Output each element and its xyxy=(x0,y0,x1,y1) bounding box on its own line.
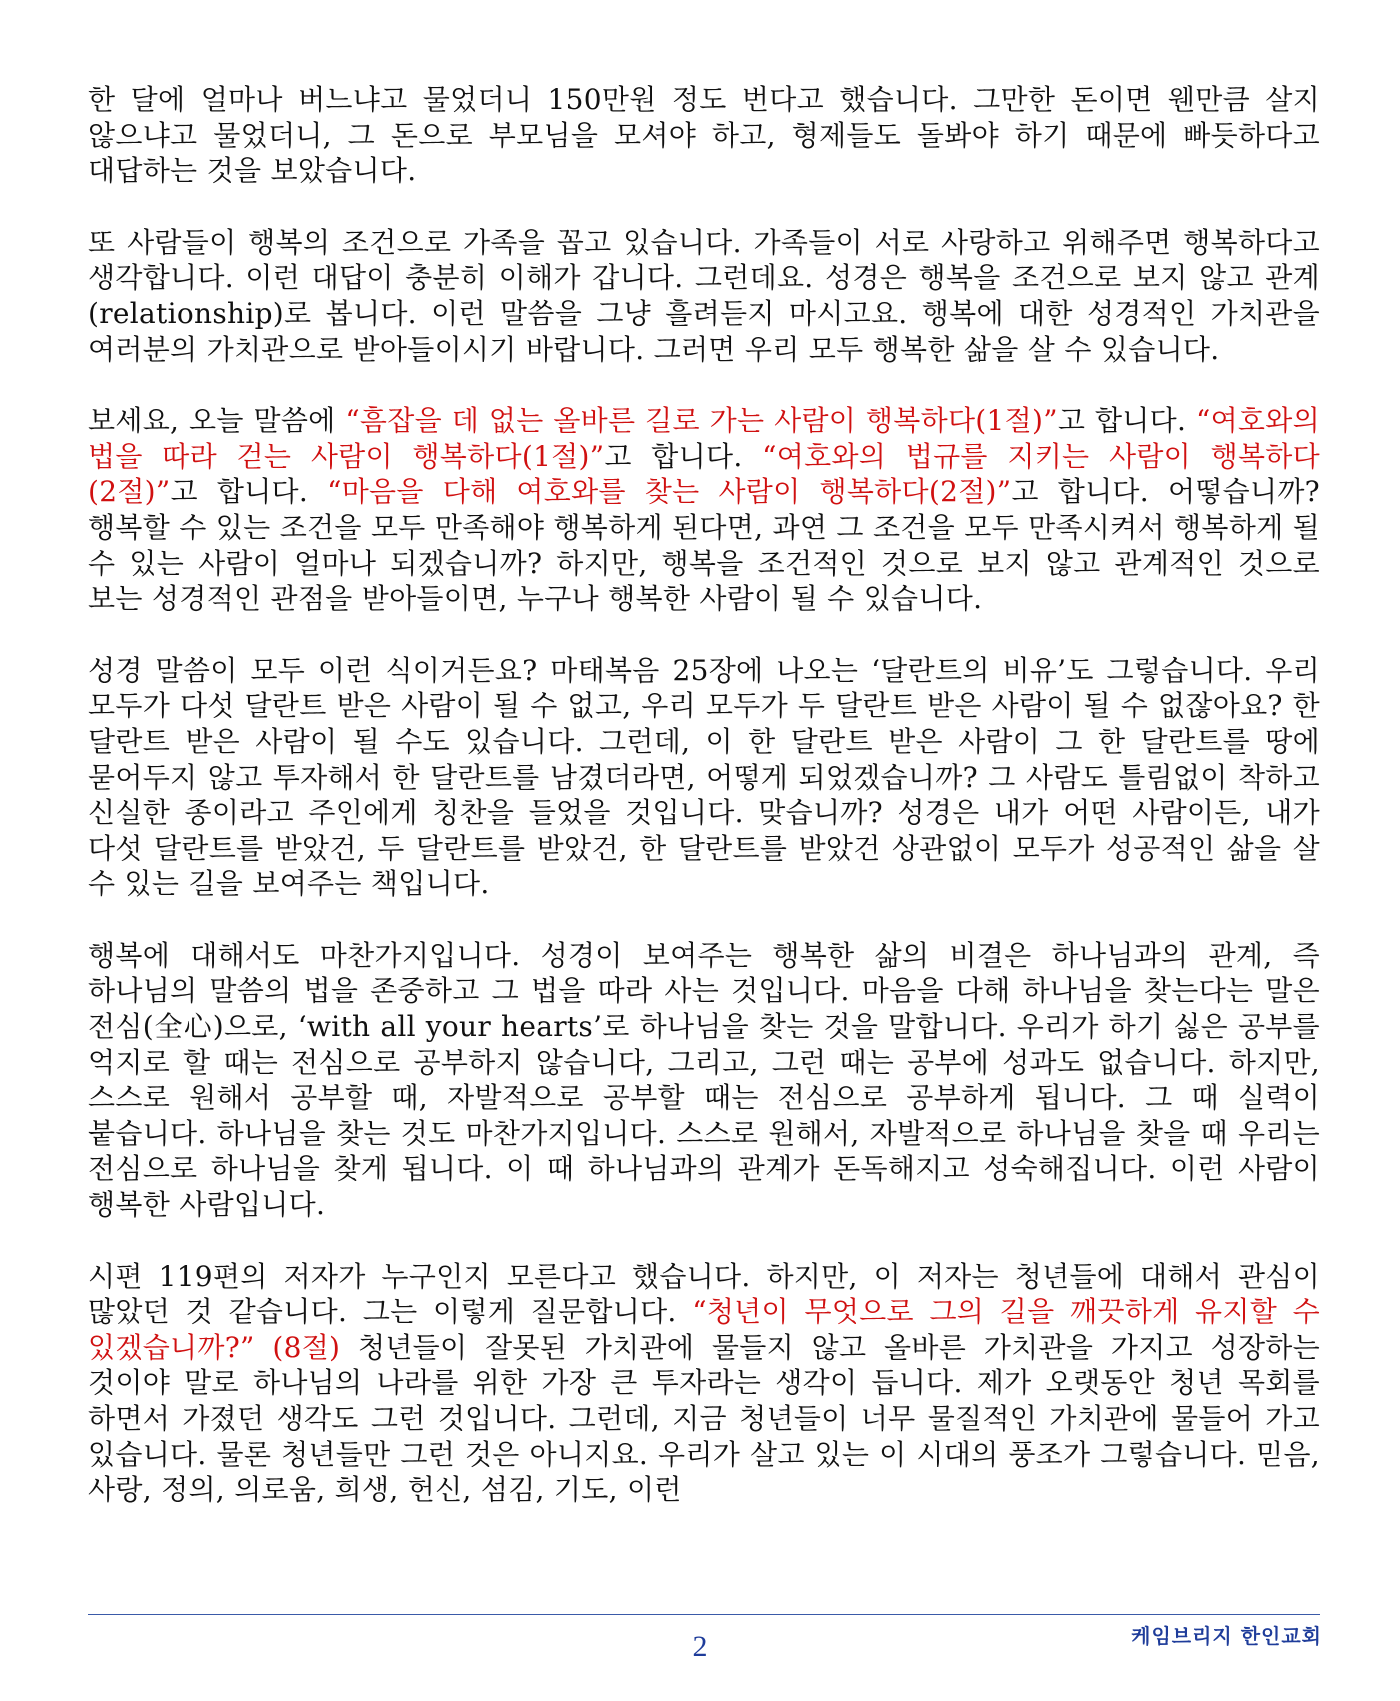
church-name: 케임브리지 한인교회 xyxy=(1131,1624,1322,1648)
text-segment: 한 달에 얼마나 버느냐고 물었더니 150만원 정도 번다고 했습니다. 그만한 돈이면 웬만큼 살지 않으냐고 물었더니, 그 돈으로 부모님을 모셔야 하고, 형제들도 돌봐야 하기 때문에 빠듯하다고 대답하는 것을 보았습니다. xyxy=(88,83,1320,188)
paragraph xyxy=(88,225,1320,367)
page-number: 2 xyxy=(692,1630,708,1663)
scripture-quote: “청년이 무엇으로 그의 길을 깨끗하게 유지할 수 있겠습니까?” (8절) xyxy=(88,1295,1320,1364)
scripture-quote: “여호와의 법규를 지키는 사람이 행복하다(2절)” xyxy=(88,439,1320,509)
text-segment: 고 합니다. xyxy=(170,475,328,509)
scripture-quote: “여호와의 법을 따라 걷는 사람이 행복하다(1절)” xyxy=(88,404,1320,473)
scripture-quote: “마음을 다해 여호와를 찾는 사람이 행복하다(2절)” xyxy=(327,475,1012,509)
paragraph xyxy=(88,1259,1320,1508)
scripture-quote: “흠잡을 데 없는 올바른 길로 가는 사람이 행복하다(1절)” xyxy=(345,404,1058,438)
paragraph xyxy=(88,403,1320,617)
footer-divider xyxy=(88,1614,1320,1615)
text-segment: 고 합니다. xyxy=(604,439,763,473)
sermon-body xyxy=(88,82,1320,1544)
text-segment: 고 합니다. 어떻습니까? 행복할 수 있는 조건을 모두 만족해야 행복하게 된다면, 과연 그 조건을 모두 만족시켜서 행복하게 될 수 있는 사람이 얼마나 되겠습니까? 하지만, 행복을 조건적인 것으로 보지 않고 관계적인 것으로 보는 성경적인 관점을 받아들이면, 누구나 행복한 사람이 될 수 있습니다. xyxy=(88,475,1320,616)
paragraph xyxy=(88,938,1320,1223)
text-segment: 시편 119편의 저자가 누구인지 모른다고 했습니다. 하지만, 이 저자는 청년들에 대해서 관심이 많았던 것 같습니다. 그는 이렇게 질문합니다. xyxy=(88,1259,1320,1329)
paragraph xyxy=(88,653,1320,902)
text-segment: 보세요, 오늘 말씀에 xyxy=(88,404,346,438)
text-segment: 청년들이 잘못된 가치관에 물들지 않고 올바른 가치관을 가지고 성장하는 것이야 말로 하나님의 나라를 위한 가장 큰 투자라는 생각이 듭니다. 제가 오랫동안 청년 목회를 하면서 가졌던 생각도 그런 것입니다. 그런데, 지금 청년들이 너무 물질적인 가치관에 물들어 가고 있습니다. 물론 청년들만 그런 것은 아니지요. 우리가 살고 있는 이 시대의 풍조가 그렇습니다. 믿음, 사랑, 정의, 의로움, 희생, 헌신, 섬김, 기도, 이런 xyxy=(88,1330,1320,1507)
text-segment: 성경 말씀이 모두 이런 식이거든요? 마태복음 25장에 나오는 ‘달란트의 비유’도 그렇습니다. 우리 모두가 다섯 달란트 받은 사람이 될 수 없고, 우리 모두가 두 달란트 받은 사람이 될 수 없잖아요? 한 달란트 받은 사람이 될 수도 있습니다. 그런데, 이 한 달란트 받은 사람이 그 한 달란트를 땅에 묻어두지 않고 투자해서 한 달란트를 남겼더라면, 어떻게 되었겠습니까? 그 사람도 틀림없이 착하고 신실한 종이라고 주인에게 칭찬을 들었을 것입니다. 맞습니까? 성경은 내가 어떤 사람이든, 내가 다섯 달란트를 받았건, 두 달란트를 받았건, 한 달란트를 받았건 상관없이 모두가 성공적인 삶을 살 수 있는 길을 보여주는 책입니다. xyxy=(88,653,1320,901)
text-segment: 고 합니다. xyxy=(1057,404,1196,438)
text-segment: 또 사람들이 행복의 조건으로 가족을 꼽고 있습니다. 가족들이 서로 사랑하고 위해주면 행복하다고 생각합니다. 이런 대답이 충분히 이해가 갑니다. 그런데요. 성경은 행복을 조건으로 보지 않고 관계(relationship)로 봅니다. 이런 말씀을 그냥 흘려듣지 마시고요. 행복에 대한 성경적인 가치관을 여러분의 가치관으로 받아들이시기 바랍니다. 그러면 우리 모두 행복한 삶을 살 수 있습니다. xyxy=(88,225,1320,366)
paragraph xyxy=(88,82,1320,189)
text-segment: 행복에 대해서도 마찬가지입니다. 성경이 보여주는 행복한 삶의 비결은 하나님과의 관계, 즉 하나님의 말씀의 법을 존중하고 그 법을 따라 사는 것입니다. 마음을 다해 하나님을 찾는다는 말은 전심(全心)으로, ‘with all your hearts’로 하나님을 찾는 것을 말합니다. 우리가 하기 싫은 공부를 억지로 할 때는 전심으로 공부하지 않습니다, 그리고, 그런 때는 공부에 성과도 없습니다. 하지만, 스스로 원해서 공부할 때, 자발적으로 공부할 때는 전심으로 공부하게 됩니다. 그 때 실력이 붙습니다. 하나님을 찾는 것도 마찬가지입니다. 스스로 원해서, 자발적으로 하나님을 찾을 때 우리는 전심으로 하나님을 찾게 됩니다. 이 때 하나님과의 관계가 돈독해지고 성숙해집니다. 이런 사람이 행복한 사람입니다. xyxy=(88,938,1320,1222)
